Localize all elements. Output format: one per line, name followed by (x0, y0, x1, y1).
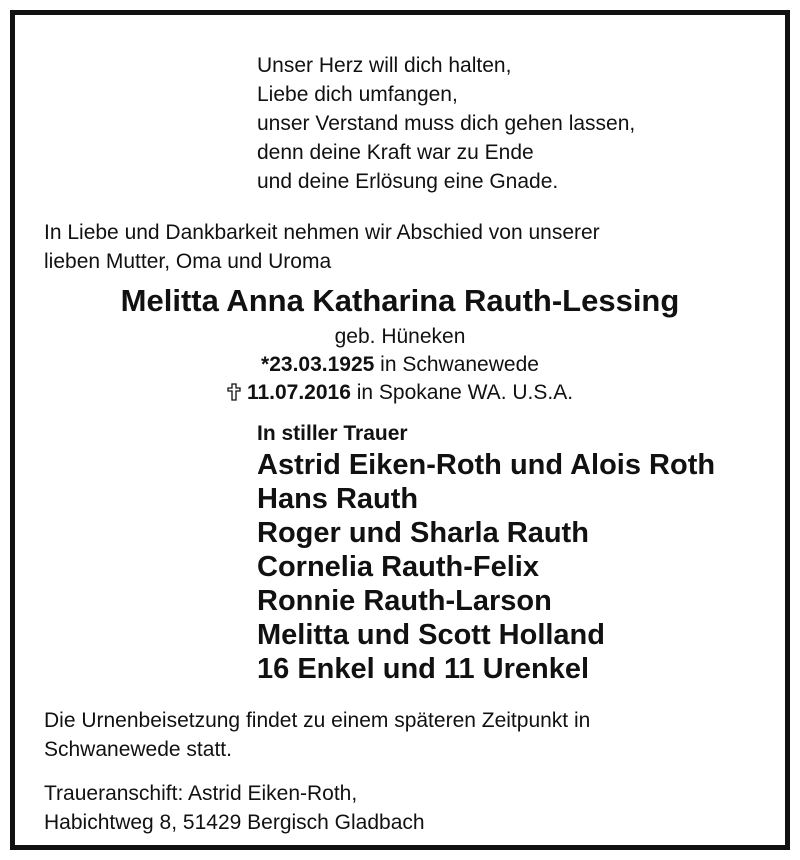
intro-text (44, 218, 600, 276)
burial-notice (44, 706, 590, 764)
mourner-name: Melitta und Scott Holland (257, 619, 605, 651)
address-line: Habichtweg 8, 51429 Bergisch Gladbach (44, 811, 425, 834)
deceased-name: Melitta Anna Katharina Rauth-Lessing (120, 283, 680, 318)
poem (257, 51, 635, 196)
mourner-name: Ronnie Rauth-Larson (257, 585, 552, 617)
death-date: 11.07.2016 (246, 381, 351, 404)
mourners-block (257, 420, 715, 686)
obituary-frame (10, 10, 790, 850)
burial-line: Schwanewede statt. (44, 738, 232, 761)
mourners-heading: In stiller Trauer (257, 422, 408, 445)
mourner-name: Roger und Sharla Rauth (257, 517, 589, 549)
mourning-address (44, 779, 425, 837)
cross-icon (227, 383, 241, 401)
mourner-name: 16 Enkel und 11 Urenkel (257, 653, 590, 685)
mourner-name: Cornelia Rauth-Felix (257, 551, 539, 583)
poem-line: unser Verstand muss dich gehen lassen, (257, 112, 636, 135)
birth-date: *23.03.1925 (261, 353, 375, 376)
poem-line: Unser Herz will dich halten, (257, 54, 512, 77)
poem-line: und deine Erlösung eine Gnade. (257, 170, 559, 193)
birth-place: in Schwanewede (374, 353, 539, 376)
death-place: in Spokane WA. U.S.A. (350, 381, 574, 404)
mourner-name: Astrid Eiken-Roth und Alois Roth (257, 449, 716, 481)
born-name: geb. Hüneken (334, 325, 466, 348)
burial-line: Die Urnenbeisetzung findet zu einem späteren Zeitpunkt in (44, 709, 591, 732)
mourner-name: Hans Rauth (257, 483, 419, 515)
death-line (15, 379, 785, 406)
intro-line: lieben Mutter, Oma und Uroma (44, 250, 332, 273)
poem-line: denn deine Kraft war zu Ende (257, 141, 534, 164)
address-line: Traueranschift: Astrid Eiken-Roth, (44, 782, 358, 805)
poem-line: Liebe dich umfangen, (257, 83, 458, 106)
intro-line: In Liebe und Dankbarkeit nehmen wir Abschied von unserer (44, 221, 600, 244)
birth-line (15, 351, 785, 378)
